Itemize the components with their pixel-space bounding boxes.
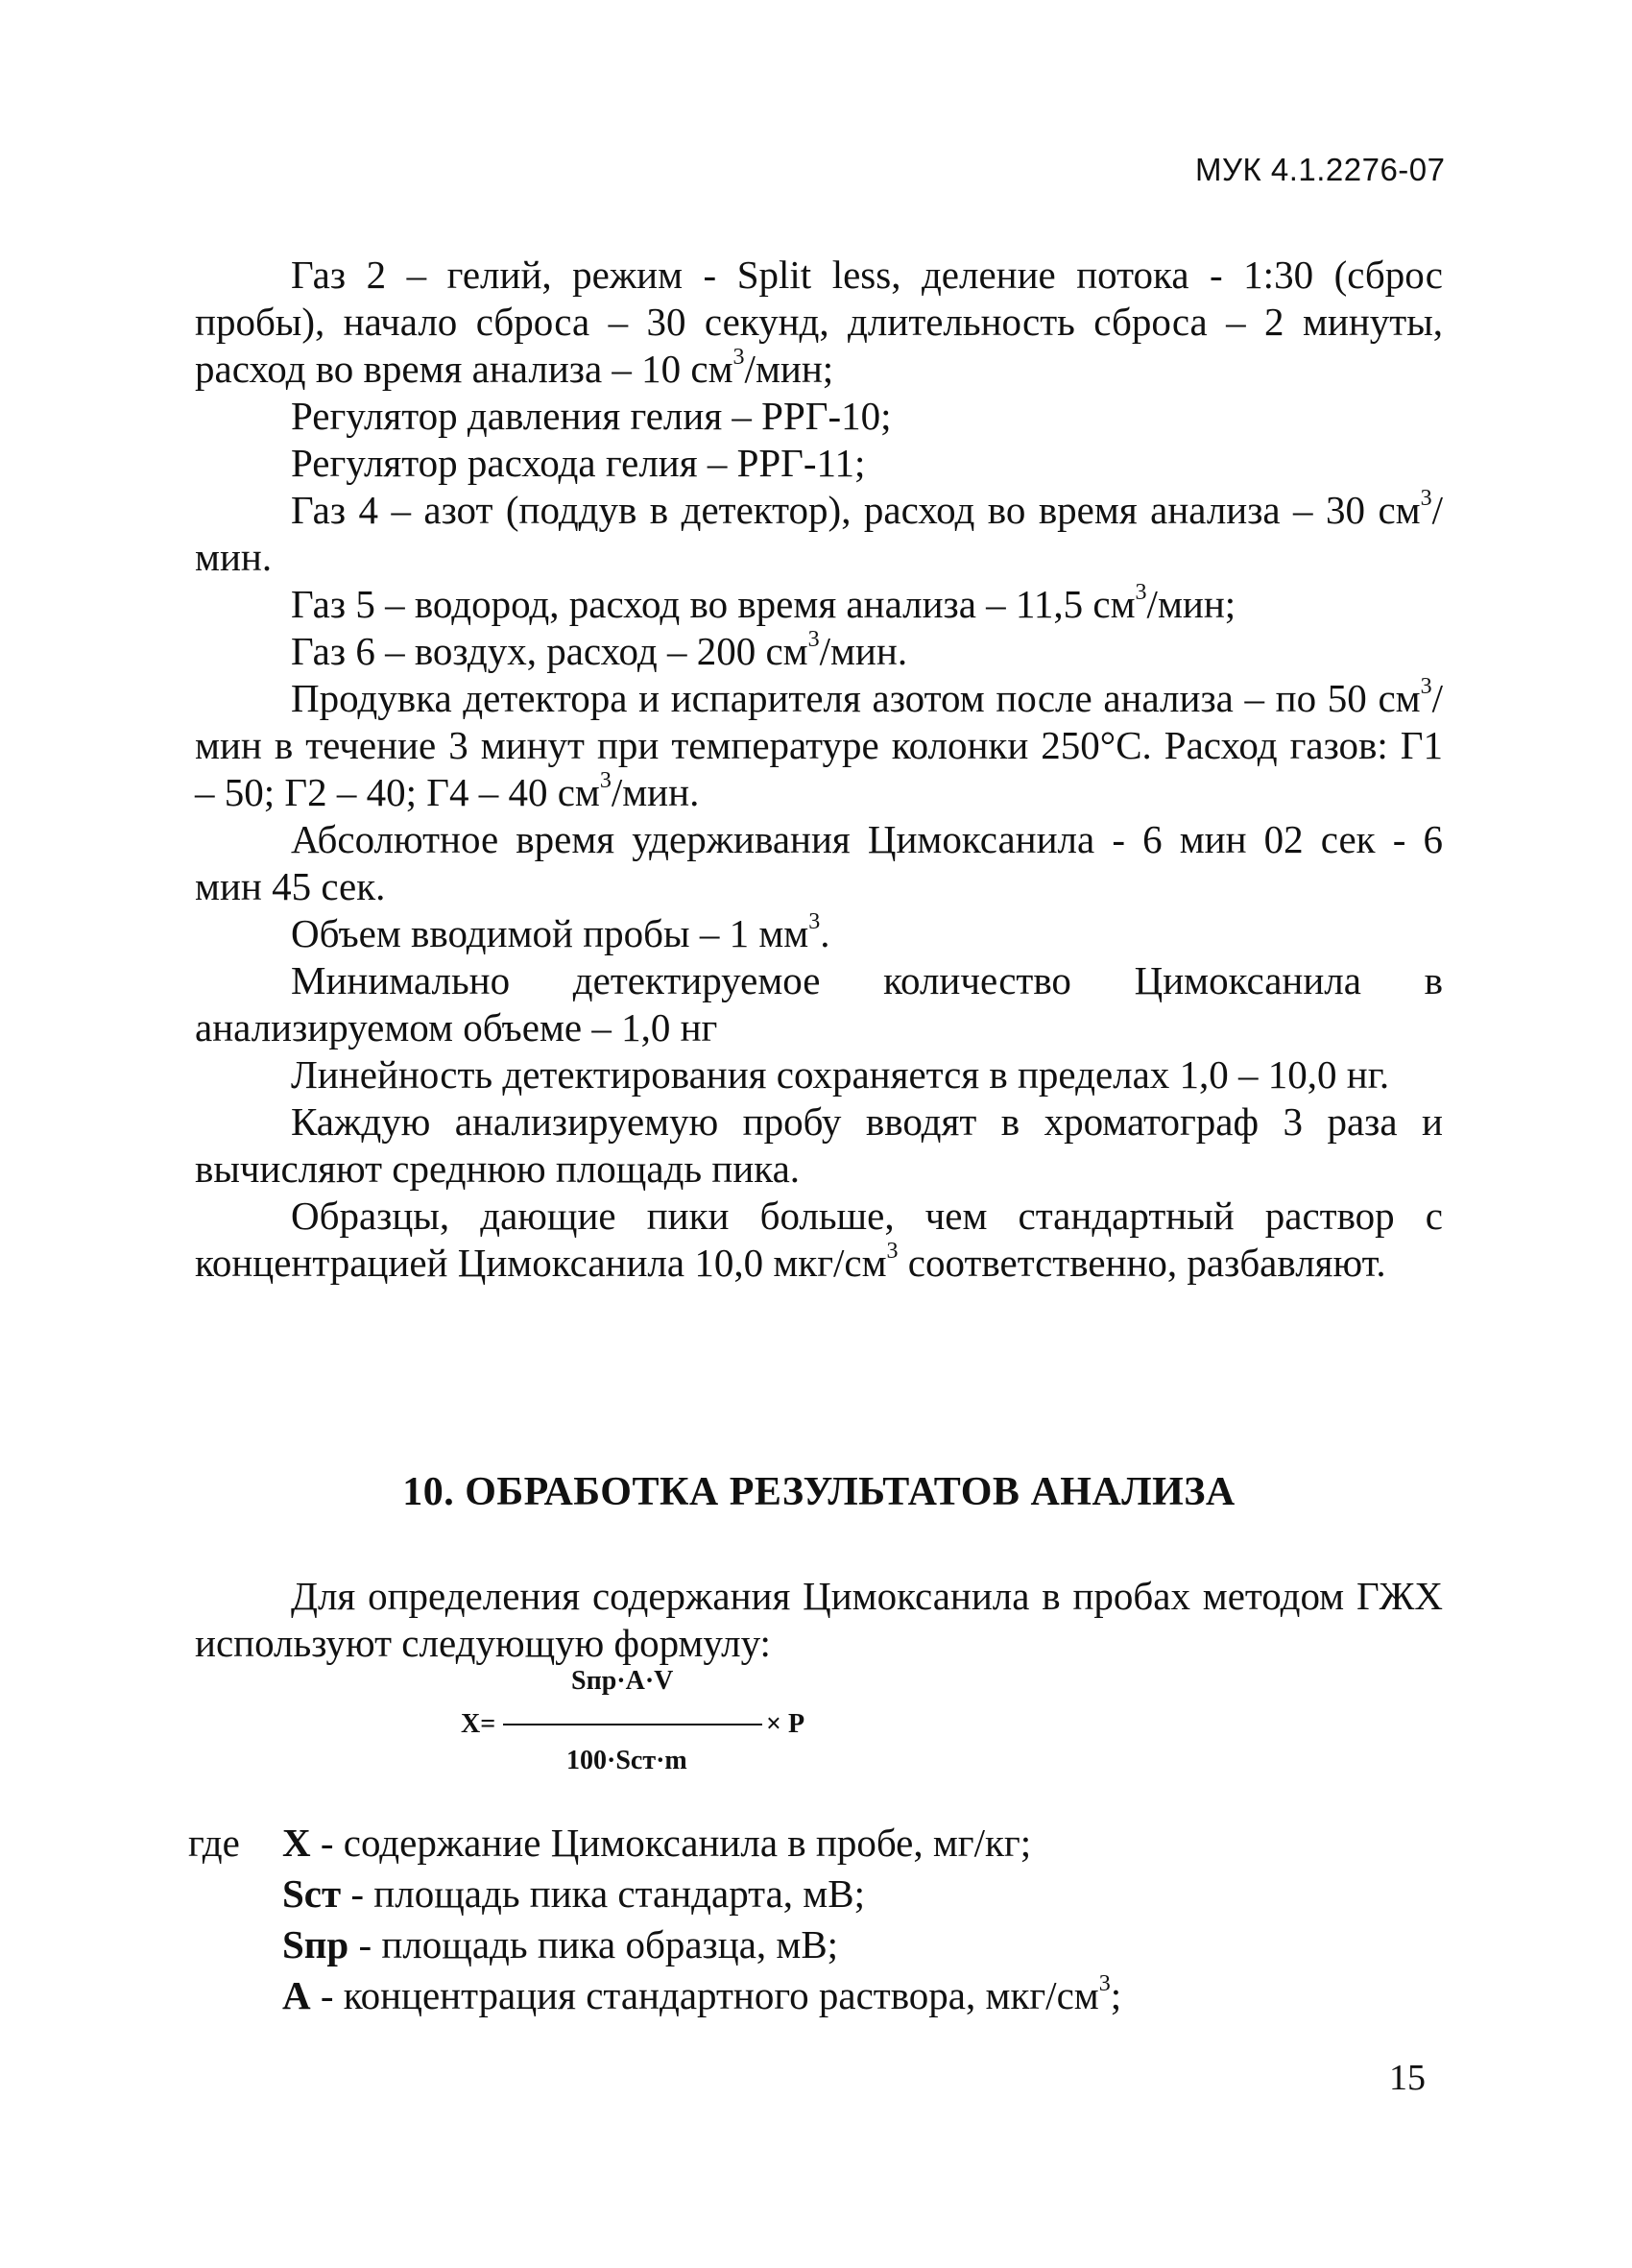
- paragraph: Минимально детектируемое количество Цимоксанила в анализируемом объеме – 1,0 нг: [195, 958, 1443, 1050]
- page-number: 15: [1389, 2058, 1426, 2098]
- document-code: МУК 4.1.2276-07: [1195, 152, 1446, 187]
- paragraph: Газ 5 – водород, расход во время анализа – 11,5 $см^3$/мин;: [291, 580, 1236, 626]
- intro-paragraph: Для определения содержания Цимоксанила в пробах методом ГЖХ используют следующую формулу:: [195, 1574, 1443, 1665]
- section-heading: 10. ОБРАБОТКА РЕЗУЛЬТАТОВ АНАЛИЗА: [402, 1470, 1236, 1514]
- definition-item: X - содержание Цимоксанила в пробе, мг/кг;: [282, 1821, 1032, 1865]
- paragraph: Газ 4 – азот (поддув в детектор), расход во время анализа – 30 $см^3$/мин.: [195, 486, 1443, 579]
- formula-rhs: × P: [766, 1709, 805, 1739]
- paragraph: Газ 2 – гелий, режим - Split less, деление потока - 1:30 (сброс пробы), начало сброса – 30 секунд, длительность сброса – 2 минуты, расход во время анализа – 10 $см^3$/мин;: [195, 253, 1443, 391]
- paragraph: Образцы, дающие пики больше, чем стандартный раствор с концентрацией Цимоксанила 10,0 мкг/$см^3$ соответственно, разбавляют.: [195, 1194, 1443, 1285]
- definition-list: [282, 1818, 1338, 2021]
- formula-denominator: 100·Sст·m: [566, 1746, 687, 1775]
- paragraph: Каждую анализируемую пробу вводят в хроматограф 3 раза и вычисляют среднюю площадь пика.: [195, 1099, 1443, 1191]
- paragraph: Регулятор расхода гелия – РРГ-11;: [291, 441, 866, 485]
- where-word: где: [188, 1821, 240, 1865]
- definition-item: Sпр - площадь пика образца, мВ;: [282, 1922, 839, 1966]
- definition-item: А - концентрация стандартного раствора, мкг/$см^3$;: [282, 1971, 1122, 2017]
- paragraph: Газ 6 – воздух, расход – 200 $см^3$/мин.: [291, 627, 908, 673]
- formula: [461, 1666, 864, 1791]
- formula-lhs: X=: [461, 1709, 496, 1739]
- paragraph: Продувка детектора и испарителя азотом после анализа – по 50 $см^3$/мин в течение 3 минут при температуре колонки 250°С. Расход газов: Г1 – 50; Г2 – 40; Г4 – 40 $см^3$/мин.: [195, 674, 1443, 814]
- paragraph: Абсолютное время удерживания Цимоксанила - 6 мин 02 сек - 6 мин 45 сек.: [195, 817, 1443, 908]
- fraction-bar: [503, 1724, 762, 1725]
- formula-numerator: Sпр·A·V: [571, 1666, 674, 1696]
- paragraph: Линейность детектирования сохраняется в пределах 1,0 – 10,0 нг.: [291, 1052, 1390, 1097]
- section-intro: [195, 1573, 1443, 1667]
- paragraph: Объем вводимой пробы – 1 $мм^3$.: [291, 909, 830, 955]
- definition-item: Sст - площадь пика стандарта, мВ;: [282, 1871, 865, 1916]
- body-text: [195, 252, 1443, 1287]
- paragraph: Регулятор давления гелия – РРГ-10;: [291, 394, 892, 438]
